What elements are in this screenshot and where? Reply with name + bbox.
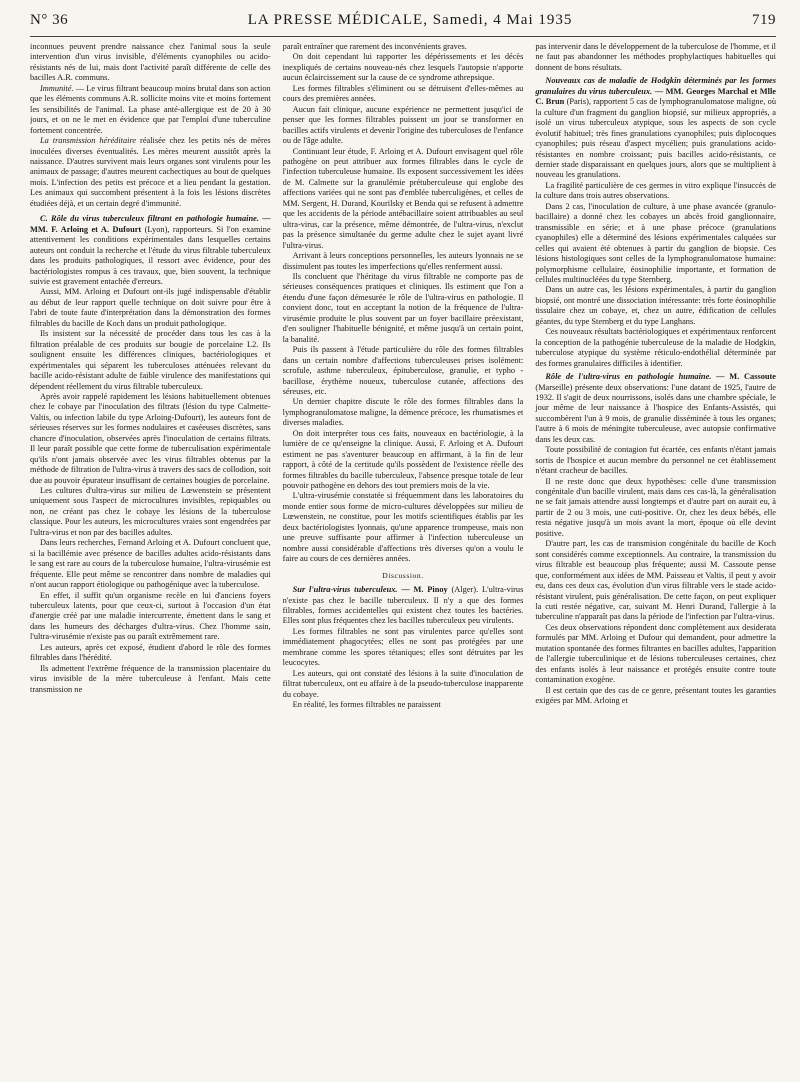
paragraph: Les cultures d'ultra-virus sur milieu de Lœwenstein se présentent uniquement sous l'aspect de microcultures invisibles, repiquables ou non, ne créant pas chez le cobaye les lésions de la tuberculose classique. Pour les auteurs, les microcultures vraies sont engendrées par l'ultra-virus et non par des bacilles adultes.: [30, 486, 271, 537]
paragraph: Ils admettent l'extrême fréquence de la transmission placentaire du virus invisible de la mère tuberculeuse à l'enfant. Mais cette transmission ne: [30, 663, 271, 694]
text-columns: [30, 42, 776, 1077]
paragraph: Arrivant à leurs conceptions personnelles, les auteurs lyonnais ne se dissimulent pas toutes les imperfections qu'elles renferment aussi.: [282, 251, 524, 271]
paragraph: Toute possibilité de contagion fut écartée, ces enfants n'étant jamais sortis de l'hospice et aucun membre du personnel ne cet établissement n'étant cracheur de bacilles.: [535, 445, 777, 476]
paragraph-text: (Lyon), rapporteurs. Si l'on examine attentivement les conditions expérimentales dans lesquelles certains auteurs ont conduit la recherche et l'étude du virus filtrable tuberculeux dans les produits pathologiques, il ressort avec évidence, pour des bactériologistes rompus à ces travaux, que, bien souvent, la technique suivie est gravement entachée d'erreurs.: [30, 224, 271, 286]
paragraph-lead: Immunité.: [40, 83, 74, 93]
paragraph-transmission: [30, 136, 271, 209]
paragraph: Ils insistent sur la nécessité de procéder dans tous les cas à la filtration préalable de ces produits sur bougie de porcelaine L2. Ils soulignent ensuite les différences cliniques, bactériologiques et expérimentales qui séparent les tuberculoses atténuées relevant du bacille acido-résistant adulte de faible virulence des manifestations qui dépendent réellement du virus filtrable tuberculeux.: [30, 329, 271, 391]
paragraph: Les formes filtrables ne sont pas virulentes parce qu'elles sont immédiatement phagocytées; elles ne sont pas protégées par une membrane comme les spores tétaniques; elles sont détruites par les leucocytes.: [282, 626, 524, 668]
section-heading-c: [30, 214, 271, 287]
section-authors: — MM. Georges Marchal et Mlle C. Brun: [535, 86, 776, 107]
paragraph-lead: La transmission héréditaire: [40, 136, 137, 146]
paragraph: Puis ils passent à l'étude particulière du rôle des formes filtrables dans un certain nombre d'affections tuberculeuses prises isolément: scrofule, asthme tuberculeux, épituberculose, granulie, et typho - bacillose, érythème noueux, tuberculose cutanée, affections des séreuses, etc.: [282, 345, 524, 396]
paragraph: Les formes filtrables s'éliminent ou se détruisent d'elles-mêmes au cours des premières années.: [282, 83, 524, 104]
paragraph: Un dernier chapitre discute le rôle des formes filtrables dans la lymphogranulomatose maligne, la démence précoce, les rhumatismes et diverses maladies.: [282, 397, 524, 428]
paragraph: Il ne reste donc que deux hypothèses: celle d'une transmission congénitale d'un bacille virulent, mais dans ces cas-là, la généralisation ne se fait jamais attendre aussi longtemps et d'autre part on aurait eu, à partir de 2 ou 3 mois, une cuti-positive. Or, chez les deux bébés, elle resta négative jusqu'à un mois avant la mort, époque où elle devint positive.: [535, 476, 777, 538]
paragraph-text: (Marseille) présente deux observations: l'une datant de 1925, l'autre de 1932. Il s'agit de deux nourrissons, isolés dans une chambre spéciale, le jour même de leur naissance à l'hospice des Enfants-Assistés, qui succombèrent l'un à 9 mois, de granulie disséminée à tous les organes; l'autre à 6 mois de méningite tuberculeuse, avec autopsie confirmative dans les deux cas.: [535, 382, 777, 444]
page-header: [30, 12, 776, 37]
paragraph: Les auteurs, qui ont constaté des lésions à la suite d'inoculation de filtrat tuberculeux, ont eu affaire à de la pseudo-tuberculose inapparente du cobaye.: [282, 668, 524, 699]
paragraph: Ils concluent que l'héritage du virus filtrable ne comporte pas de sérieuses conséquences pratiques et cliniques. Ils estiment que l'on a étendu d'une façon démesurée le rôle de l'ultra-virus en pathologie. Il convient donc, tout en acceptant la notion de la fréquence de l'ultra-virusémie produite le plus souvent par un foyer bacillaire préexistant, d'en souligner l'habituelle bénignité, et même jusqu'à un certain point, la banalité.: [282, 271, 524, 344]
paragraph: Ces nouveaux résultats bactériologiques et expérimentaux renforcent la conception de la pathogénie tuberculeuse de la maladie de Hodgkin, tuberculose atypique du système réticulo-endothélial déterminée par des formes granulaires difficiles à identifier.: [535, 327, 777, 368]
paragraph: Ces deux observations répondent donc complètement aux desiderata formulés par MM. Arloing et Dufour qui demandent, pour admettre la mutation spontanée des formes filtrantes en bacilles adultes, l'apparition de l'allergie tuberculinique et de lésions tuberculeuses certaines, chez des enfants isolés à leur naissance et protégés ensuite contre toute contamination exogène.: [535, 622, 777, 685]
paragraph: Dans un autre cas, les lésions expérimentales, à partir du ganglion biopsié, ont montré une dissociation intéressante: très forte éosinophilie tissulaire chez un cobaye, et, chez un autre, édification de cellules géantes, du type Sternberg et du type Langhans.: [535, 285, 777, 326]
paragraph: paraît entraîner que rarement des inconvénients graves.: [282, 42, 467, 51]
paragraph: La fragilité particulière de ces germes in vitro explique l'insuccès de la culture dans trois autres observations.: [535, 180, 777, 201]
paragraph-text: (Paris), rapportent 5 cas de lymphogranulomatose maligne, où la culture d'un fragment du ganglion biopsié, sur milieux appropriés, a isolé un virus tuberculeux atypique, sous les aspects de son cycle évolutif habituel; très fines granulations cyanophiles; puis diplocoques cyanophiles; puis réseau d'aspect mycélien; puis granulations acido-résistantes en nombre croissant; puis bacilles acido-résistants, ce dernier stade disparaissant en quelques jours, alors que se multiplient à nouveau les granulations.: [535, 97, 777, 180]
paragraph-text: — Le virus filtrant beaucoup moins brutal dans son action que les éléments communs A.R. sollicite moins vite et moins fortement les sensibilités de l'animal. La phase anté-allergique est de 20 à 30 jours, et on ne le met en évidence que par l'emploi d'une tuberculine fortement concentrée.: [30, 83, 271, 135]
section-title: Sur l'ultra-virus tuberculeux.: [292, 585, 398, 595]
discussion-heading: Discussion.: [382, 570, 424, 580]
paragraph: On doit cependant lui rapporter les dépérissements et les décès inexpliqués de certains nouveau-nés chez lesquels l'autopsie n'apporte aucun éclaircissement sur la cause de ce syndrome athrepsique.: [282, 52, 524, 83]
paragraph: D'autre part, les cas de transmision congénitale du bacille de Koch sont considérés comme exceptionnels. Au contraire, la transmission du virus filtrable est beaucoup plus fréquente; aussi M. Cassoute pense que, conformément aux idées de MM. Paisseau et Valtis, il peut y avoir eu, dans ces deux cas, évolution d'un virus filtrable vers le stade acido-résistant virulent, puis généralisation. De cette façon, on peut expliquer la cuti restée négative, car, suivant M. Henri Durand, l'allergie à la tuberculine n'apparaît pas dans la période de l'infection par l'ultra-virus.: [535, 539, 777, 622]
column-middle: [283, 42, 524, 1077]
paragraph: Les auteurs, après cet exposé, étudient d'abord le rôle des formes filtrables dans l'hérédité.: [30, 642, 271, 663]
paragraph: inconnues peuvent prendre naissance chez l'animal sous la seule intervention d'un virus invisible, d'éléments cyanophiles ou acido-résistants nés de lui, mais dont l'activité paraît différente de celle des bacilles A.R. communs.: [30, 42, 271, 83]
column-left: [30, 42, 271, 1077]
section-title: C. Rôle du virus tuberculeux filtrant en pathologie humaine.: [40, 214, 259, 224]
paragraph-text: réalisée chez les petits nés de mères inoculées diverses éventualités. Les mères meurent aussitôt après la naissance. D'autres survivent mais leurs organes sont virulents pour les animaux de passage; d'autres meurent cachectiques au bout de quelques mois. L'infection des petits est précoce et a lieu pendant la gestation. Les animaux qui succombent présentent à la fois les lésions discrètes étudiées déjà, et un certain degré d'immunité.: [30, 136, 271, 208]
paragraph-immunite: [30, 84, 271, 136]
paragraph: Aussi, MM. Arloing et Dufourt ont-ils jugé indispensable d'établir au début de leur rapport quelle technique on doit suivre pour être à l'abri de toute faute d'interprétation dans la démonstration des formes filtrables du bacille de Koch dans un produit pathologique.: [30, 287, 271, 328]
paragraph: Aucun fait clinique, aucune expérience ne permettent jusqu'ici de penser que les formes filtrables puissent un jour se transformer en bacilles actifs virulents et devenir l'origine des tuberculoses de l'enfance ou de l'âge adulte.: [282, 104, 524, 146]
section-authors: — M. Cassoute: [711, 372, 776, 382]
paragraph: Il est certain que des cas de ce genre, présentant toutes les garanties exigées par MM. Arloing et: [535, 685, 777, 706]
paragraph: Continuant leur étude, F. Arloing et A. Dufourt envisagent quel rôle pathogène on peut attribuer aux formes filtrables dans le cycle de l'infection tuberculeuse humaine. Ils exposent successivement les idées de M. Calmette sur la granulémie prétuberculeuse qui englobe des affections variées qui ne sont pas d'emblée tuberculigènes, et celles de MM. Sergent, H. Durand, Kourilsky et Benda qui se refusent à admettre que les accidents de la période antébacillaire soient attribuables au seul ultra-virus, car la présence, même démontrée, de l'ultra-virus, n'exclut pas la présence simultanée du germe adulte chez le sujet ayant livré l'ultra-virus.: [282, 146, 524, 250]
paragraph-text: (Alger). L'ultra-virus n'existe pas chez le bacille tuberculeux. Il n'y a que des formes filtrables, formes accidentelles qui existent chez toutes les bactéries. Elles sont plus fréquentes chez les bacilles tuberculeux peu virulents.: [282, 585, 524, 626]
section-title: Rôle de l'ultra-virus en pathologie humaine.: [545, 372, 712, 382]
paragraph: pas intervenir dans le développement de la tuberculose de l'homme, et il ne faut pas abandonner les méthodes prophylactiques habituelles qui donnent de bons résultats.: [535, 42, 777, 72]
paragraph: Dans 2 cas, l'inoculation de culture, à une phase avancée (granulo-bacillaire) a donné chez les cobayes un abcès froid ganglionnaire, transmissible en série; et à une phase précoce (granulations cyanophiles) elle a déterminé des lésions expérimentales calquées sur celles qui avaient été obtenues à partir du ganglion de biopsie. Ces lésions histologiques sont celles de la lymphogranulomatose humaine: polymorphisme cellulaire, éosinophilie importante, et formation de cellules multinucléées du type Sternberg.: [535, 201, 777, 284]
paragraph: On doit interpréter tous ces faits, nouveaux en bactériologie, à la lumière de ce qu'enseigne la clinique. Aussi, F. Arloing et A. Dufourt estiment ne pas s'aventurer beaucoup en affirmant, à la fin de leur rapport, à côté de la certitude qu'ils possèdent de l'existence réelle des formes filtrables du bacille tuberculeux, l'absence presque totale de leur pouvoir pathogène en dehors des tout premiers mois de la vie.: [282, 428, 524, 491]
paragraph: Dans leurs recherches, Fernand Arloing et A. Dufourt concluent que, si la bacillémie avec présence de bacilles adultes acido-résistants dans le sang est rare au cours de la tuberculose humaine, l'ultra-virusémie est fréquente. Elle peut même se rencontrer dans nombre de maladies qui n'ont aucun rapport étiologique ou pathogénique avec la tuberculose.: [30, 538, 271, 590]
paragraph: Après avoir rappelé rapidement les lésions habituellement obtenues chez le cobaye par l'inoculation des filtrats (lésion du type Calmette-Valtis, ou infection labile du type Arloing-Dufourt), les auteurs font de sérieuses réserves sur les formes nodulaires et caséeuses discrètes, sans chancre d'inoculation, observées après l'inoculation de certains filtrats. Il leur paraît possible que cette forme de tuberculisation expérimentale qu'ils n'ont jamais observée avec les virus filtrables obtenus par la méthode de filtration de l'ultra-virus à travers des sacs de collodion, soit due au pouvoir épurateur insuffisant de certaines bougies de porcelaine.: [30, 391, 271, 485]
paragraph: En réalité, les formes filtrables ne paraissent: [292, 700, 441, 710]
section-heading-cassoute: [535, 372, 776, 445]
section-authors: — M. Pinoy: [397, 585, 448, 595]
journal-title: LA PRESSE MÉDICALE, Samedi, 4 Mai 1935: [247, 12, 573, 28]
section-heading-hodgkin: [535, 76, 776, 181]
section-authors: — MM. F. Arloing et A. Dufourt: [30, 214, 271, 234]
page-number: 719: [751, 12, 776, 28]
paragraph: L'ultra-virusémie constatée si fréquemment dans les laboratoires du monde entier sous forme de micro-cultures développées sur milieu de Lœwenstein, ne constitue, pour les motifs scientifiques établis par les deux bactériologistes lyonnais, qu'une apparence trompeuse, mais non une preuve suffisante pour affirmer à l'infection tuberculeuse un nombre aussi considérable d'affections très diverses qu'on a voulu le faire au cours de ces dernières années.: [282, 491, 524, 564]
column-right: [535, 42, 776, 1077]
paragraph: En effet, il suffit qu'un organisme recèle en lui d'anciens foyers tuberculeux latents, pour que ceux-ci, surtout à l'occasion d'un état d'anergie créé par une maladie intercurrente, émettent dans le sang et dans les humeurs des décharges d'ultra-virus. Chez l'homme sain, l'ultra-virusémie n'existe pas ou paraît extrêmement rare.: [30, 590, 271, 642]
section-title: Nouveaux cas de maladie de Hodgkin déterminés par les formes granulaires du virus tuberculeux.: [535, 76, 777, 96]
section-heading-pinoy: [283, 585, 524, 627]
issue-number: N° 36: [30, 12, 69, 28]
